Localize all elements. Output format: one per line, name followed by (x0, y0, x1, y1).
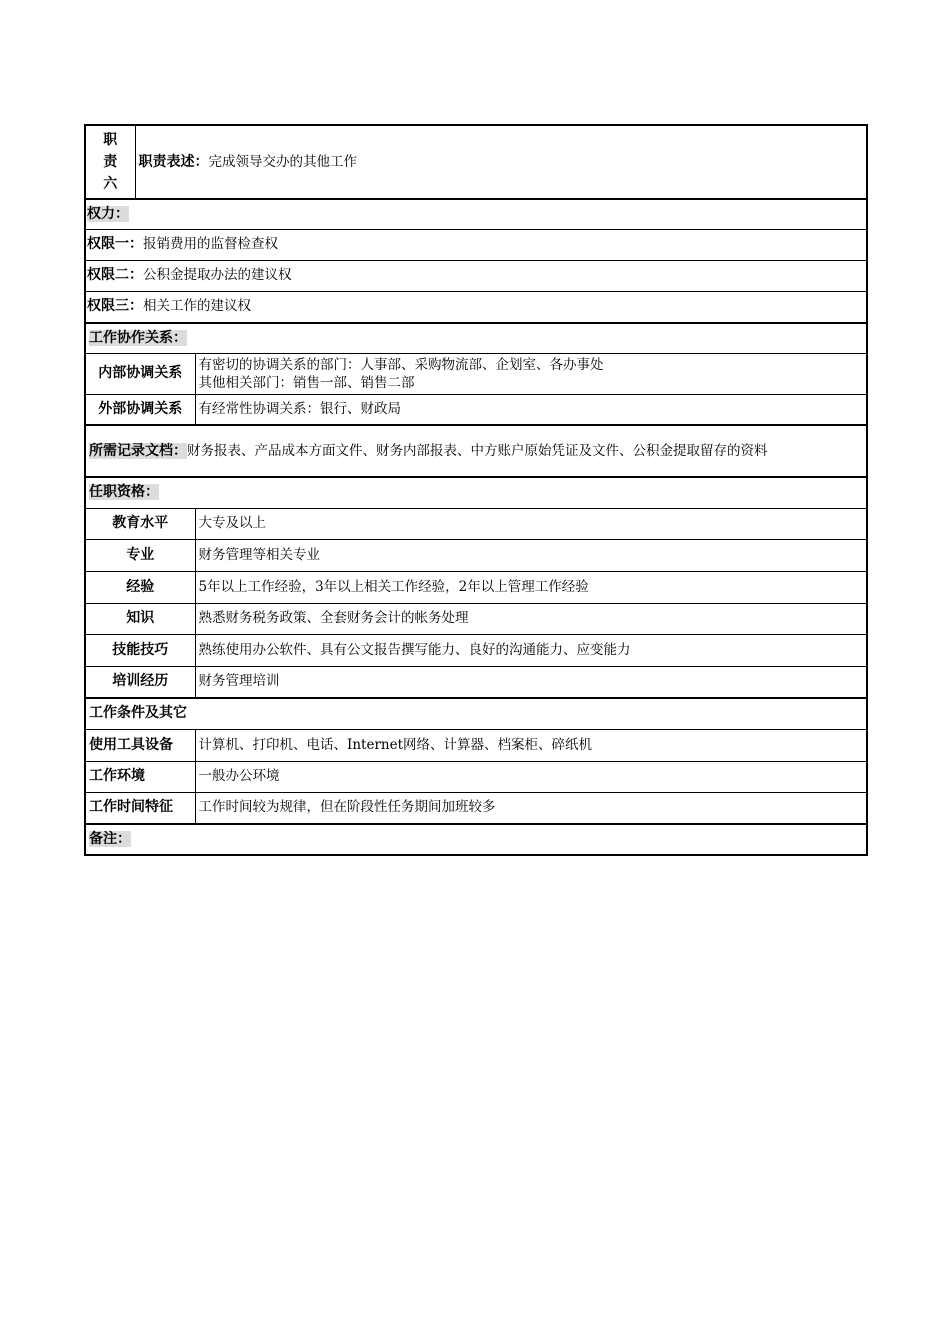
authority-item-text: 报销费用的监督检查权 (143, 236, 278, 252)
duty-label-char: 职 (103, 132, 118, 148)
job-description-table (84, 124, 868, 856)
qualification-row (85, 571, 867, 603)
authority-item-row (85, 260, 867, 291)
qualification-row (85, 603, 867, 634)
qualification-row (85, 508, 867, 539)
authority-item-label: 权限三： (87, 298, 143, 315)
authority-item-label: 权限二： (87, 267, 143, 283)
qualification-value: 熟悉财务税务政策、全套财务会计的帐务处理 (195, 603, 867, 634)
cooperation-header: 工作协作关系： (89, 329, 187, 346)
qualification-header-row (85, 477, 867, 508)
conditions-label: 工作环境 (85, 761, 195, 792)
qualification-value: 大专及以上 (195, 508, 867, 539)
conditions-row (85, 729, 867, 761)
duty-desc-label: 职责表述： (138, 153, 209, 170)
conditions-label: 使用工具设备 (85, 729, 195, 761)
qualification-value: 5年以上工作经验，3年以上相关工作经验，2年以上管理工作经验 (195, 571, 867, 603)
qualification-label: 专业 (85, 539, 195, 571)
external-coordination-label: 外部协调关系 (85, 394, 195, 425)
internal-coordination-line: 其他相关部门：销售一部、销售二部 (198, 374, 415, 391)
conditions-header-row (85, 698, 867, 729)
conditions-row (85, 792, 867, 824)
conditions-value: 工作时间较为规律，但在阶段性任务期间加班较多 (195, 792, 867, 824)
duty-label-char: 责 (103, 154, 118, 170)
duty-desc-text: 完成领导交办的其他工作 (208, 153, 357, 170)
conditions-header: 工作条件及其它 (89, 705, 187, 722)
conditions-row (85, 761, 867, 792)
records-row (85, 425, 867, 477)
authority-item-row (85, 229, 867, 260)
duty-six-description (135, 125, 867, 199)
qualification-row (85, 634, 867, 666)
duty-six-row (85, 125, 867, 199)
authority-item-text: 相关工作的建议权 (143, 298, 251, 315)
conditions-label: 工作时间特征 (85, 792, 195, 824)
qualification-label: 技能技巧 (85, 634, 195, 666)
qualification-value: 财务管理等相关专业 (195, 539, 867, 571)
notes-row (85, 824, 867, 855)
qualification-label: 经验 (85, 571, 195, 603)
records-text: 财务报表、产品成本方面文件、财务内部报表、中方账户原始凭证及文件、公积金提取留存的资料 (187, 443, 768, 459)
notes-label: 备注： (89, 831, 131, 847)
external-coordination-row (85, 394, 867, 425)
duty-label-char: 六 (103, 176, 118, 192)
cooperation-header-row (85, 323, 867, 353)
authority-header: 权力： (87, 205, 129, 222)
duty-six-label (85, 125, 135, 199)
external-coordination-value: 有经常性协调关系：银行、财政局 (195, 394, 867, 425)
conditions-value: 一般办公环境 (195, 761, 867, 792)
qualification-row (85, 539, 867, 571)
internal-coordination-row (85, 353, 867, 394)
qualification-label: 知识 (85, 603, 195, 634)
internal-coordination-line: 有密切的协调关系的部门：人事部、采购物流部、企划室、各办事处 (198, 356, 604, 373)
authority-header-row (85, 199, 867, 229)
internal-coordination-value (195, 353, 867, 394)
qualification-row (85, 666, 867, 698)
authority-item-text: 公积金提取办法的建议权 (143, 267, 292, 283)
job-description-document (84, 124, 866, 856)
qualification-value: 熟练使用办公软件、具有公文报告撰写能力、良好的沟通能力、应变能力 (195, 634, 867, 666)
qualification-header: 任职资格： (89, 484, 159, 501)
authority-item-row (85, 291, 867, 323)
qualification-value: 财务管理培训 (195, 666, 867, 698)
authority-item-label: 权限一： (87, 236, 143, 252)
internal-coordination-label: 内部协调关系 (85, 353, 195, 394)
qualification-label: 教育水平 (85, 508, 195, 539)
qualification-label: 培训经历 (85, 666, 195, 698)
conditions-value: 计算机、打印机、电话、Internet网络、计算器、档案柜、碎纸机 (195, 729, 867, 761)
records-label: 所需记录文档： (89, 443, 187, 459)
